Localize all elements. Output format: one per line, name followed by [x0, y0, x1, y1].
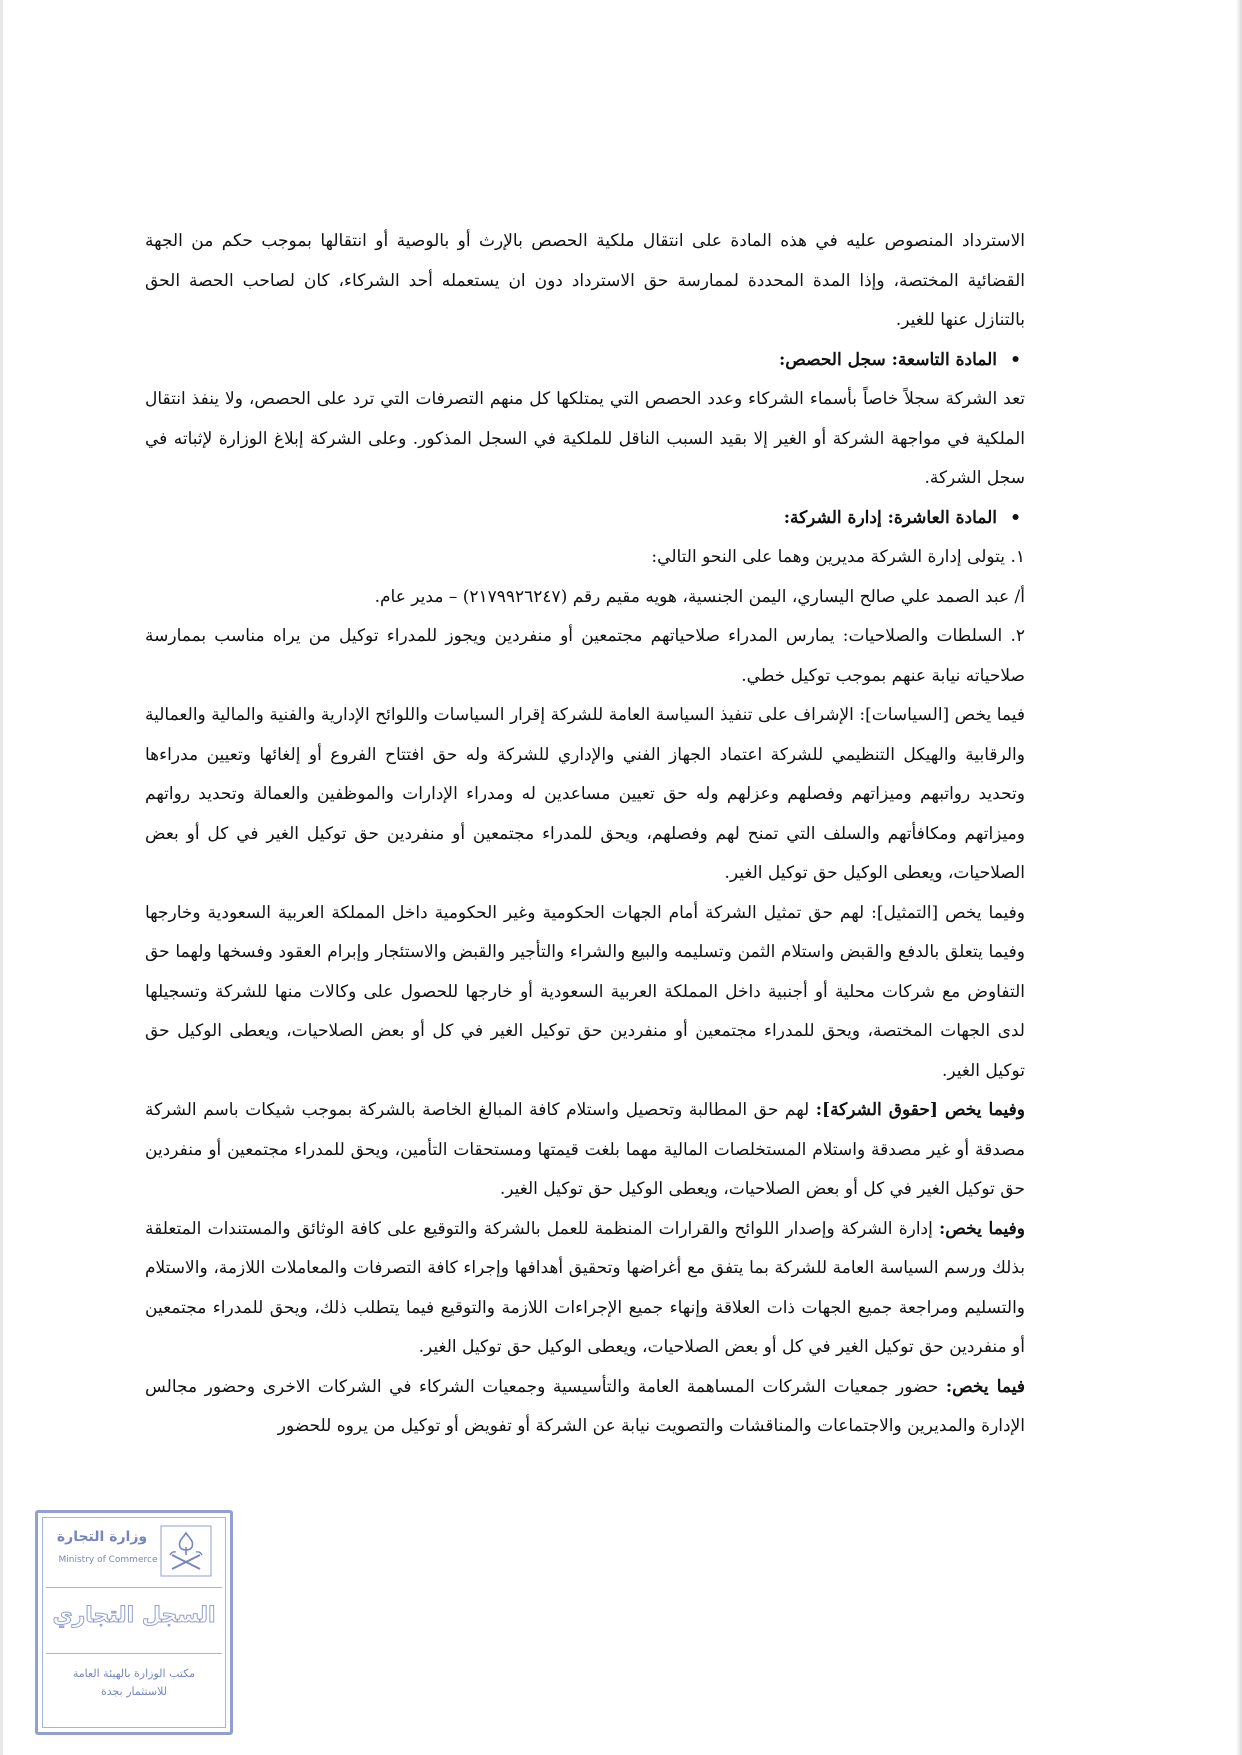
- paragraph-assemblies-text: حضور جمعيات الشركات المساهمة العامة والتأسيسية وجمعيات الشركاء في الشركات الاخرى وحضور مجالس الإدارة والمديرين والاجتماعات والمناقشات والتصويت نيابة عن الشركة أو تفويض أو توكيل من يروه للحضور: [145, 1376, 1025, 1436]
- heading-article-9-label: المادة التاسعة: سجل الحصص:: [778, 349, 997, 370]
- ministry-stamp: [35, 1510, 233, 1735]
- paragraph-company-rights-lead: وفيما يخص [حقوق الشركة]:: [815, 1100, 1026, 1120]
- stamp-office-text: [46, 1665, 222, 1701]
- paragraph-manager-a: أ/ عبد الصمد علي صالح اليساري، اليمن الجنسية، هويه مقيم رقم (٢١٧٩٩٢٦٢٤٧) – مدير عام.: [374, 586, 1025, 607]
- paragraph-management-lead: وفيما يخص:: [939, 1218, 1026, 1239]
- heading-article-10-label: المادة العاشرة: إدارة الشركة:: [783, 507, 997, 528]
- paragraph-shares-register: تعد الشركة سجلاً خاصاً بأسماء الشركاء وعدد الحصص التي يمتلكها كل منهم التصرفات التي ترد على الحصص، ولا ينفذ انتقال الملكية في مواجهة الشركة أو الغير إلا بقيد السبب الناقل للملكية في السجل المذكور. وعلى الشركة إبلاغ الوزارة لإثباته في سجل الشركة.: [145, 389, 1025, 488]
- heading-article-9: [145, 341, 1025, 381]
- paragraph-company-rights: [145, 1091, 1025, 1210]
- heading-article-10: [145, 499, 1025, 539]
- paragraph-authorities: ٢. السلطات والصلاحيات: يمارس المدراء صلاحياتهم مجتمعين أو منفردين ويجوز للمدراء توكيل من يراه مناسب بممارسة صلاحياته نيابة عنهم بموجب توكيل خطي.: [145, 626, 1025, 686]
- bullet-icon: •: [1010, 507, 1021, 528]
- stamp-divider: [46, 1587, 222, 1588]
- paragraph-management: [145, 1210, 1025, 1368]
- paragraph-redemption: الاسترداد المنصوص عليه في هذه المادة على انتقال ملكية الحصص بالإرث أو بالوصية أو انتقالها بموجب حكم من الجهة القضائية المختصة، وإذا المدة المحددة لممارسة حق الاسترداد دون ان يستعمله أحد الشركاء، كان لصاحب الحصة الحق بالتنازل عنها للغير.: [145, 231, 1025, 330]
- paragraph-company-rights-text: لهم حق المطالبة وتحصيل واستلام كافة المبالغ الخاصة بالشركة بموجب شيكات باسم الشركة مصدقة أو غير مصدقة واستلام المستخلصات المالية مهما بلغت قيمتها ومستحقات التأمين، ويحق للمدراء مجتمعين أو منفردين حق توكيل الغير في كل أو بعض الصلاحيات، ويعطى الوكيل حق توكيل الغير.: [145, 1100, 1025, 1199]
- paragraph-policies: فيما يخص [السياسات]: الإشراف على تنفيذ السياسة العامة للشركة إقرار السياسات واللوائح الإدارية والفنية والمالية والعمالية والرقابية والهيكل التنظيمي للشركة اعتماد الجهاز الفني والإداري للشركة وله حق افتتاح الفروع أو إلغائها وتعيين مدراءها وتحديد رواتبهم وميزاتهم وفصلهم وعزلهم وله حق تعيين مساعدين له ومدراء الإدارات والموظفين والعمالة وتحديد رواتهم وميزاتهم ومكافأتهم والسلف التي تمنح لهم وفصلهم، ويحق للمدراء مجتمعين أو منفردين حق توكيل الغير في كل أو بعض الصلاحيات، ويعطى الوكيل حق توكيل الغير.: [145, 705, 1025, 883]
- stamp-ministry-english: Ministry of Commerce: [58, 1555, 158, 1565]
- stamp-office-line-1: مكتب الوزارة بالهيئة العامة: [72, 1667, 196, 1680]
- paragraph-management-text: إدارة الشركة وإصدار اللوائح والقرارات المنظمة للعمل بالشركة والتوقيع على كافة الوثائق والمستندات المتعلقة بذلك ورسم السياسة العامة للشركة بما يتفق مع أغراضها وتحقيق أهدافها وإجراء كافة التصرفات والمعاملات اللازمة، والاستلام والتسليم ومراجعة جميع الجهات ذات العلاقة وإنهاء جميع الإجراءات اللازمة والتوقيع فيما يتطلب ذلك، ويحق للمدراء مجتمعين أو منفردين حق توكيل الغير في كل أو بعض الصلاحيات، ويعطى الوكيل حق توكيل الغير.: [145, 1218, 1025, 1357]
- document-body: [145, 222, 1025, 1447]
- bullet-icon: •: [1010, 349, 1021, 370]
- paragraph-representation: وفيما يخص [التمثيل]: لهم حق تمثيل الشركة أمام الجهات الحكومية وغير الحكومية داخل المملكة العربية السعودية وخارجها وفيما يتعلق بالدفع والقبض واستلام الثمن وتسليمه والبيع والشراء والتأجير والقبض والاستئجار وإبرام العقود وفسخها ولهما حق التفاوض مع شركات محلية أو أجنبية داخل المملكة العربية السعودية أو خارجها للحصول على وكالات منها للشركة وتسجيلها لدى الجهات المختصة، ويحق للمدراء مجتمعين أو منفردين حق توكيل الغير في كل أو بعض الصلاحيات، ويعطى الوكيل حق توكيل الغير.: [145, 902, 1025, 1081]
- paragraph-assemblies-lead: فيما يخص:: [945, 1376, 1025, 1397]
- stamp-divider: [46, 1653, 222, 1654]
- paragraph-managers-intro: ١. يتولى إدارة الشركة مديرين وهما على النحو التالي:: [651, 547, 1025, 567]
- saudi-emblem-icon: [160, 1525, 212, 1577]
- stamp-ministry-arabic: وزارة التجارة: [56, 1529, 148, 1545]
- stamp-commercial-registry: السجل التجاري: [52, 1603, 216, 1628]
- scan-edge-right: [1236, 0, 1242, 1755]
- stamp-office-line-2: للاستثمار بجدة: [101, 1685, 167, 1698]
- scan-edge-left: [0, 0, 3, 1755]
- paragraph-assemblies: [145, 1368, 1025, 1447]
